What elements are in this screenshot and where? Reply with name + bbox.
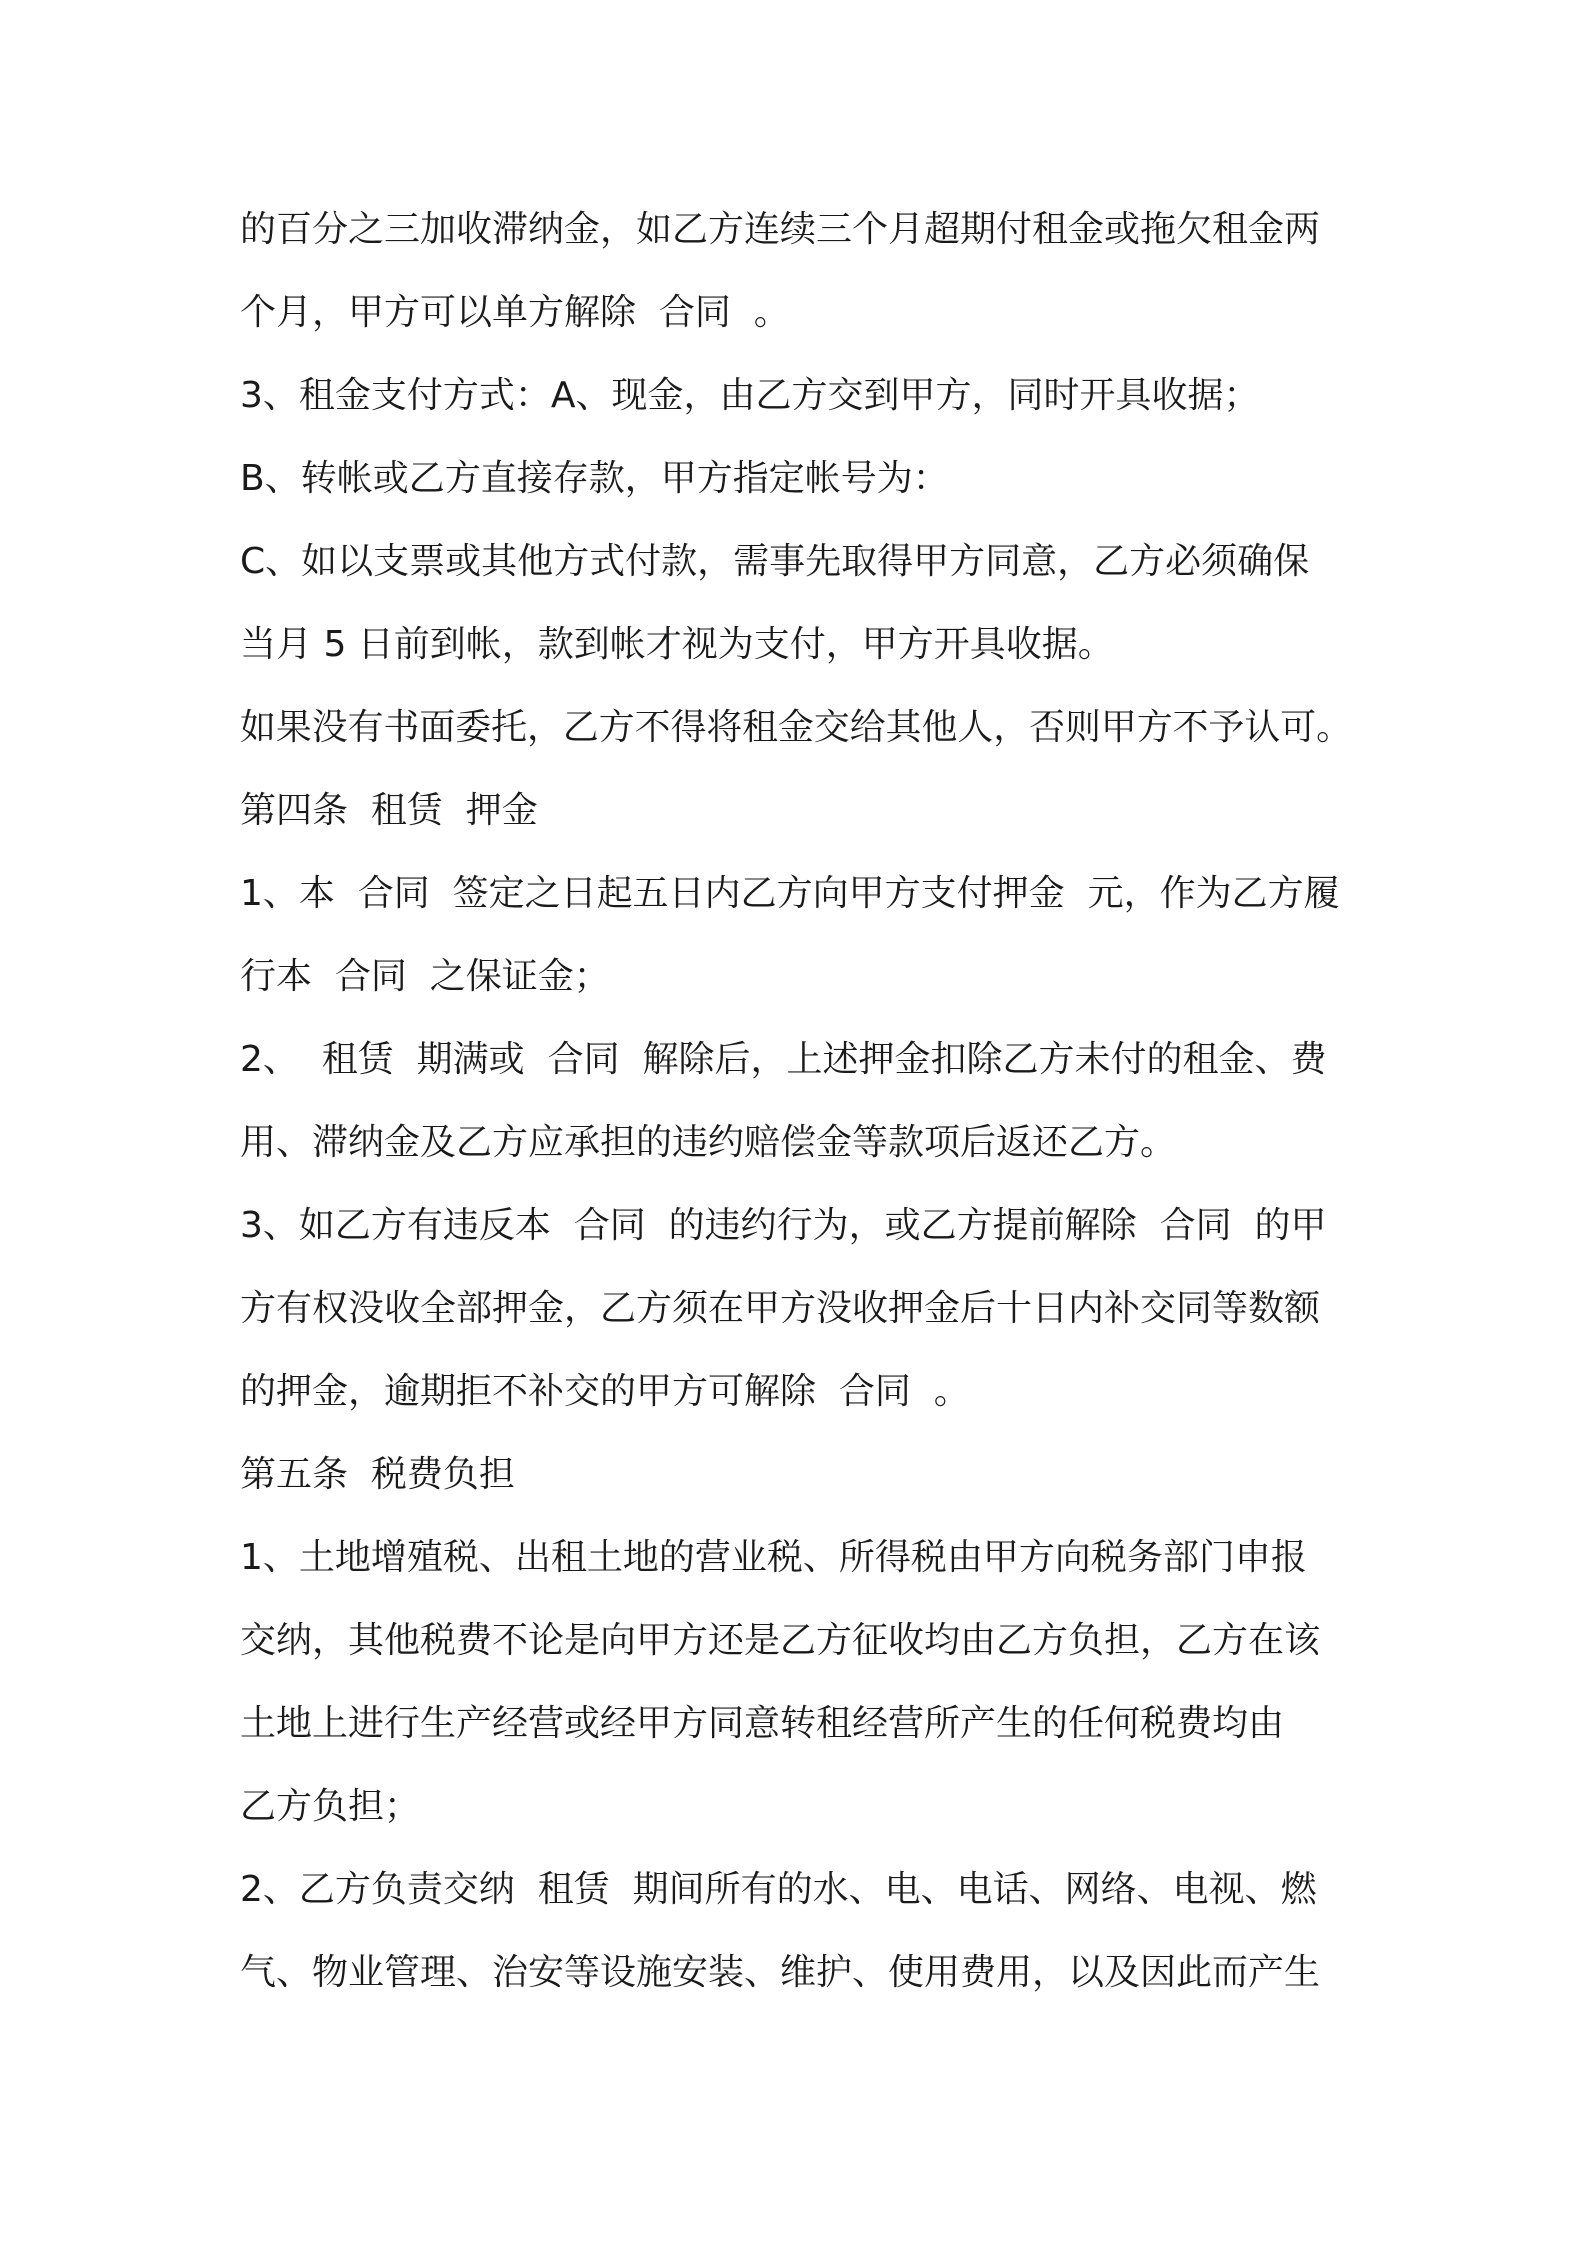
text-line: 1、土地增殖税、出租土地的营业税、所得税由甲方向税务部门申报 <box>240 1537 1307 1578</box>
text-line: 2、 租赁 期满或 合同 解除后，上述押金扣除乙方未付的租金、费 <box>240 1039 1327 1080</box>
text-line: C、如以支票或其他方式付款，需事先取得甲方同意，乙方必须确保 <box>240 541 1310 582</box>
text-line: 1、本 合同 签定之日起五日内乙方向甲方支付押金 元，作为乙方履 <box>240 873 1340 914</box>
text-line: 行本 合同 之保证金； <box>240 956 610 997</box>
text-line: 2、乙方负责交纳 租赁 期间所有的水、电、电话、网络、电视、燃 <box>240 1869 1317 1910</box>
text-line: 乙方负担； <box>240 1786 421 1827</box>
text-line: B、转帐或乙方直接存款，甲方指定帐号为： <box>240 458 949 499</box>
text-line: 气、物业管理、治安等设施安装、维护、使用费用，以及因此而产生 <box>240 1952 1321 1993</box>
text-line: 方有权没收全部押金，乙方须在甲方没收押金后十日内补交同等数额 <box>240 1288 1321 1329</box>
text-line: 的百分之三加收滞纳金，如乙方连续三个月超期付租金或拖欠租金两 <box>240 209 1321 250</box>
text-line: 的押金，逾期拒不补交的甲方可解除 合同 。 <box>240 1371 970 1412</box>
text-line: 3、租金支付方式：A、现金，由乙方交到甲方，同时开具收据； <box>240 375 1260 416</box>
text-line: 如果没有书面委托，乙方不得将租金交给其他人，否则甲方不予认可。 <box>240 707 1352 748</box>
text-line: 交纳，其他税费不论是向甲方还是乙方征收均由乙方负担，乙方在该 <box>240 1620 1321 1661</box>
section-heading: 第五条 税费负担 <box>240 1454 515 1495</box>
text-line: 用、滞纳金及乙方应承担的违约赔偿金等款项后返还乙方。 <box>240 1122 1177 1163</box>
text-line: 当月 5 日前到帐，款到帐才视为支付，甲方开具收据。 <box>240 624 1114 665</box>
text-line: 3、如乙方有违反本 合同 的违约行为，或乙方提前解除 合同 的甲 <box>240 1205 1327 1246</box>
text-line: 土地上进行生产经营或经甲方同意转租经营所产生的任何税费均由 <box>240 1703 1285 1744</box>
section-heading: 第四条 租赁 押金 <box>240 790 538 831</box>
text-line: 个月，甲方可以单方解除 合同 。 <box>240 292 790 333</box>
